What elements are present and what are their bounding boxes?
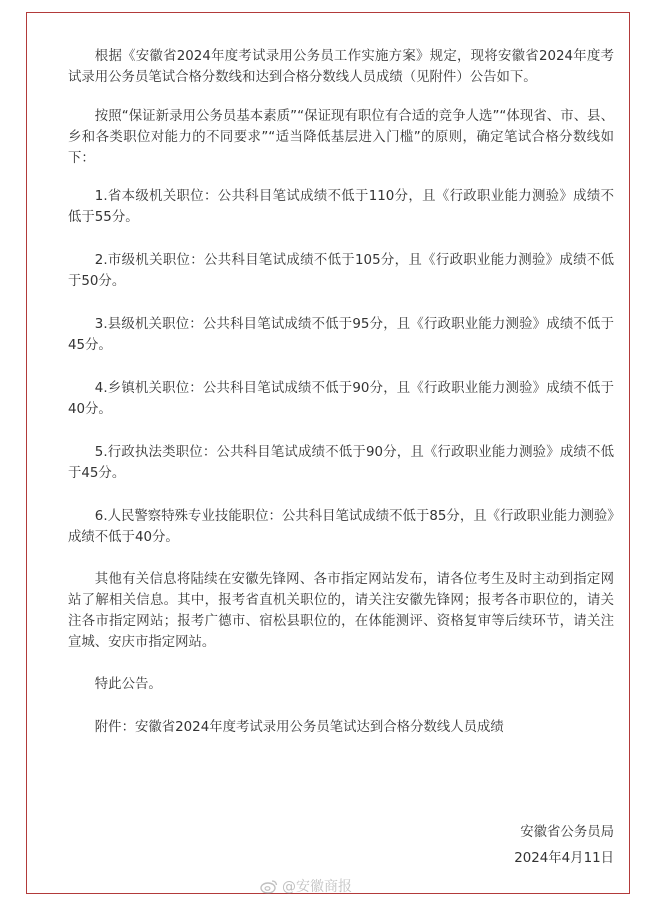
watermark-text: @安徽商报 (282, 879, 352, 895)
weibo-icon (260, 879, 278, 894)
intro-paragraph: 根据《安徽省2024年度考试录用公务员工作实施方案》规定，现将安徽省2024年度考试录用公务员笔试合格分数线和达到合格分数线人员成绩（见附件）公告如下。 (68, 49, 614, 85)
score-line-item: 4.乡镇机关职位：公共科目笔试成绩不低于90分，且《行政职业能力测验》成绩不低于40分。 (68, 381, 614, 417)
attachment-paragraph: 附件：安徽省2024年度考试录用公务员笔试达到合格分数线人员成绩 (94, 720, 504, 735)
announcement-body (68, 46, 614, 738)
watermark (260, 876, 352, 896)
score-line-item: 6.人民警察特殊专业技能职位：公共科目笔试成绩不低于85分，且《行政职业能力测验》成绩不低于40分。 (68, 509, 614, 545)
signature-block (514, 820, 614, 872)
notice-paragraph: 特此公告。 (94, 677, 162, 692)
issue-date: 2024年4月11日 (514, 851, 614, 866)
principle-paragraph: 按照“保证新录用公务员基本素质”“保证现有职位有合适的竞争人选”“体现省、市、县、乡和各类职位对能力的不同要求”“适当降低基层进入门槛”的原则，确定笔试合格分数线如下： (68, 109, 614, 166)
score-line-item: 3.县级机关职位：公共科目笔试成绩不低于95分，且《行政职业能力测验》成绩不低于45分。 (68, 317, 614, 353)
other-info-paragraph: 其他有关信息将陆续在安徽先锋网、各市指定网站发布，请各位考生及时主动到指定网站了解相关信息。其中，报考省直机关职位的，请关注安徽先锋网；报考各市职位的，请关注各市指定网站；报考广德市、宿松县职位的，在体能测评、资格复审等后续环节，请关注宣城、安庆市指定网站。 (68, 572, 614, 650)
score-line-item: 2.市级机关职位：公共科目笔试成绩不低于105分，且《行政职业能力测验》成绩不低于50分。 (68, 253, 614, 289)
issuer-name: 安徽省公务员局 (520, 825, 614, 840)
score-line-item: 5.行政执法类职位：公共科目笔试成绩不低于90分，且《行政职业能力测验》成绩不低于45分。 (68, 445, 614, 481)
score-line-item: 1.省本级机关职位：公共科目笔试成绩不低于110分，且《行政职业能力测验》成绩不低于55分。 (68, 189, 614, 225)
